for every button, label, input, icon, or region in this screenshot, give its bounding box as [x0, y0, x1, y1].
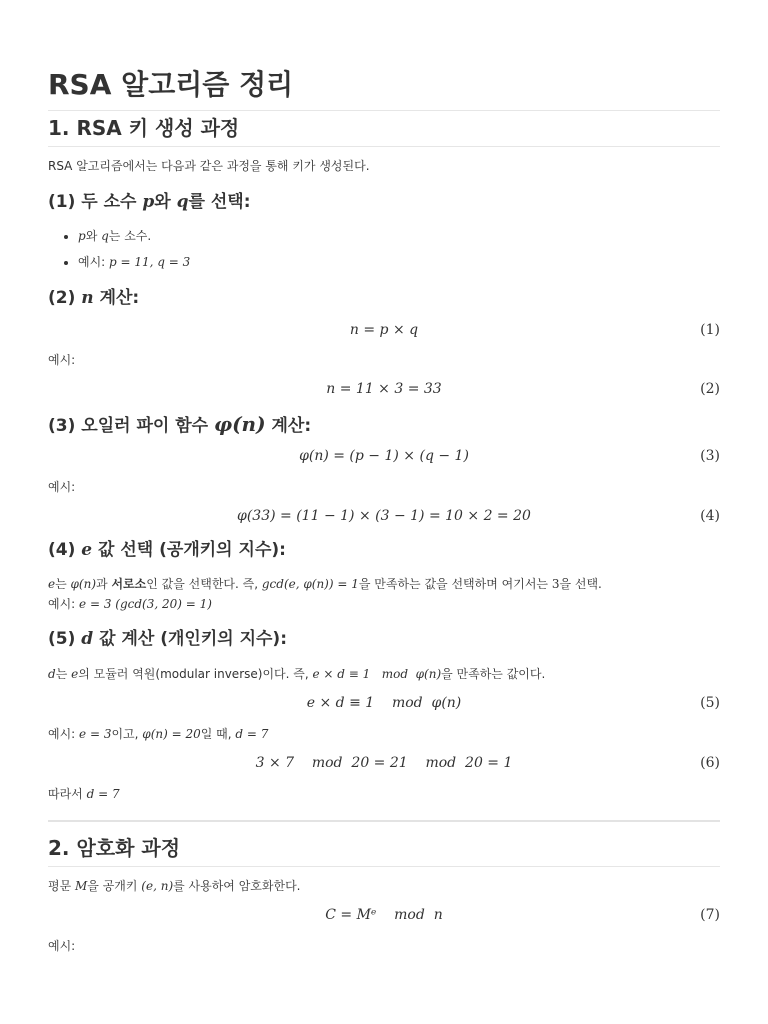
equation-number: (3): [700, 448, 720, 464]
section-heading-encryption: 2. 암호화 과정: [48, 834, 720, 867]
equation-1: [48, 319, 720, 341]
list-item: • p와 q는 소수.: [78, 223, 190, 249]
step5-example: 예시: e = 3이고, φ(n) = 20일 때, d = 7: [48, 727, 269, 741]
encryption-description: 평문 M을 공개키 (e, n)를 사용하여 암호화한다.: [48, 879, 301, 893]
section-heading-key-generation: 1. RSA 키 생성 과정: [48, 114, 720, 147]
step4-description: e는 φ(n)과 서로소인 값을 선택한다. 즉, gcd(e, φ(n)) = 1을 만족하는 값을 선택하며 여기서는 3을 선택.: [48, 577, 602, 591]
equation-6: [48, 752, 720, 774]
equation-number: (5): [700, 695, 720, 711]
step-heading-2: (2) n 계산:: [48, 288, 140, 308]
list-item: • 예시: p = 11, q = 3: [78, 249, 190, 275]
page-title: RSA 알고리즘 정리: [48, 66, 720, 111]
equation-4: [48, 505, 720, 527]
equation-number: (1): [700, 322, 720, 338]
example-label: 예시:: [48, 480, 76, 494]
example-label: 예시:: [48, 353, 76, 367]
equation-3: [48, 445, 720, 467]
equation-number: (2): [700, 381, 720, 397]
example-label: 예시:: [48, 939, 76, 953]
equation-5: [48, 692, 720, 714]
step-heading-5: (5) d 값 계산 (개인키의 지수):: [48, 629, 287, 649]
step-heading-3: (3) 오일러 파이 함수 φ(n) 계산:: [48, 412, 312, 436]
step-heading-1: (1) 두 소수 p와 q를 선택:: [48, 192, 251, 212]
section-divider: [48, 820, 720, 822]
equation-number: (7): [700, 907, 720, 923]
section-intro: RSA 알고리즘에서는 다음과 같은 과정을 통해 키가 생성된다.: [48, 159, 370, 173]
step-heading-4: (4) e 값 선택 (공개키의 지수):: [48, 540, 286, 560]
step5-description: d는 e의 모듈러 역원(modular inverse)이다. 즉, e × d ≡ 1 mod φ(n)을 만족하는 값이다.: [48, 667, 546, 681]
equation-number: (4): [700, 508, 720, 524]
equation-body: n = p × q: [349, 322, 419, 338]
step5-conclusion: 따라서 d = 7: [48, 787, 120, 801]
equation-body: φ(33) = (11 − 1) × (3 − 1) = 10 × 2 = 20: [237, 508, 531, 524]
equation-body: n = 11 × 3 = 33: [326, 381, 442, 397]
equation-number: (6): [700, 755, 720, 771]
equation-body: C = Mᵉ mod n: [325, 907, 443, 923]
step1-list: [48, 223, 190, 275]
equation-2: [48, 378, 720, 400]
equation-body: e × d ≡ 1 mod φ(n): [306, 695, 462, 711]
equation-7: [48, 904, 720, 926]
equation-body: φ(n) = (p − 1) × (q − 1): [299, 448, 469, 464]
equation-body: 3 × 7 mod 20 = 21 mod 20 = 1: [255, 755, 513, 771]
step4-example: 예시: e = 3 (gcd(3, 20) = 1): [48, 597, 212, 611]
